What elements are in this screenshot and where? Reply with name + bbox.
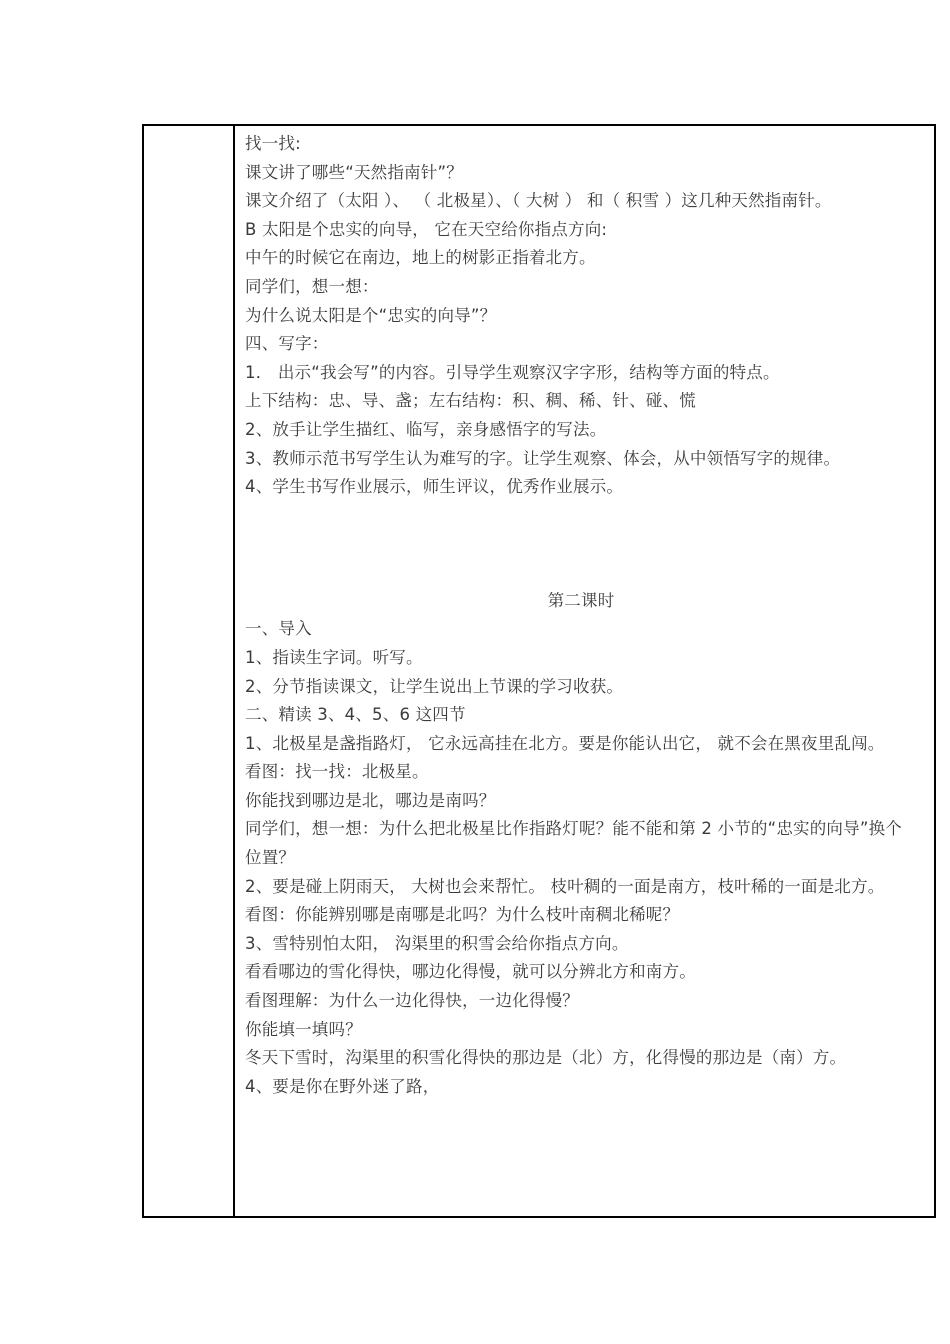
text-line: 二、精读 3、4、5、6 这四节 [245, 705, 466, 725]
text-line: 1、指读生字词。听写。 [245, 647, 423, 667]
text-line: 看图：找一找：北极星。 [245, 762, 429, 782]
text-line: B 太阳是个忠实的向导， 它在天空给你指点方向: [245, 219, 608, 239]
text-line: 冬天下雪时，沟渠里的积雪化得快的那边是（北）方，化得慢的那边是（南）方。 [245, 1048, 847, 1068]
blank-space [245, 502, 924, 587]
text-line: 2、要是碰上阴雨天， 大树也会来帮忙。 枝叶稠的一面是南方，枝叶稀的一面是北方。 [245, 876, 885, 896]
section-title: 第二课时 [547, 590, 615, 610]
text-line: 2、分节指读课文，让学生说出上节课的学习收获。 [245, 676, 624, 696]
text-line: 课文讲了哪些“天然指南针”？ [245, 162, 463, 182]
text-line: 上下结构：忠、导、盏；左右结构：积、稠、稀、针、碰、慌 [245, 391, 696, 411]
text-line: 你能找到哪边是北，哪边是南吗？ [245, 790, 496, 810]
text-line: 一、导入 [245, 619, 312, 639]
text-line: 3、雪特别怕太阳， 沟渠里的积雪会给你指点方向。 [245, 933, 629, 953]
text-line: 课文介绍了（太阳 ）、 （ 北极星）、（ 大树 ） 和（ 积雪 ）这几种天然指南针。 [245, 191, 832, 211]
text-line: 看图理解：为什么一边化得快，一边化得慢？ [245, 991, 579, 1011]
text-line: 1、北极星是盏指路灯， 它永远高挂在北方。要是你能认出它， 就不会在黑夜里乱闯。 [245, 733, 885, 753]
text-line: 看图：你能辨别哪是南哪是北吗？为什么枝叶南稠北稀呢？ [245, 905, 680, 925]
text-line: 找一找: [245, 134, 301, 153]
text-line: 1． 出示“我会写”的内容。引导学生观察汉字字形，结构等方面的特点。 [245, 362, 780, 382]
text-line: 4、要是你在野外迷了路， [245, 1076, 440, 1096]
text-line: 同学们，想一想：为什么把北极星比作指路灯呢？能不能和第 2 小节的“忠实的向导”换个位置？ [245, 819, 902, 868]
lesson-table [142, 124, 936, 1218]
text-line: 4、学生书写作业展示，师生评议，优秀作业展示。 [245, 477, 624, 497]
text-line: 你能填一填吗？ [245, 1019, 362, 1039]
text-line: 同学们，想一想： [245, 276, 379, 296]
text-line: 2、放手让学生描红、临写，亲身感悟字的写法。 [245, 419, 607, 439]
text-line: 为什么说太阳是个“忠实的向导”？ [245, 305, 497, 325]
table-left-column [144, 126, 235, 1216]
text-line: 四、写字： [245, 334, 329, 354]
text-line: 3、教师示范书写学生认为难写的字。让学生观察、体会，从中领悟写字的规律。 [245, 448, 841, 468]
table-content-column [235, 126, 934, 1216]
text-line: 中午的时候它在南边，地上的树影正指着北方。 [245, 248, 596, 268]
text-line: 看看哪边的雪化得快，哪边化得慢，就可以分辨北方和南方。 [245, 962, 696, 982]
